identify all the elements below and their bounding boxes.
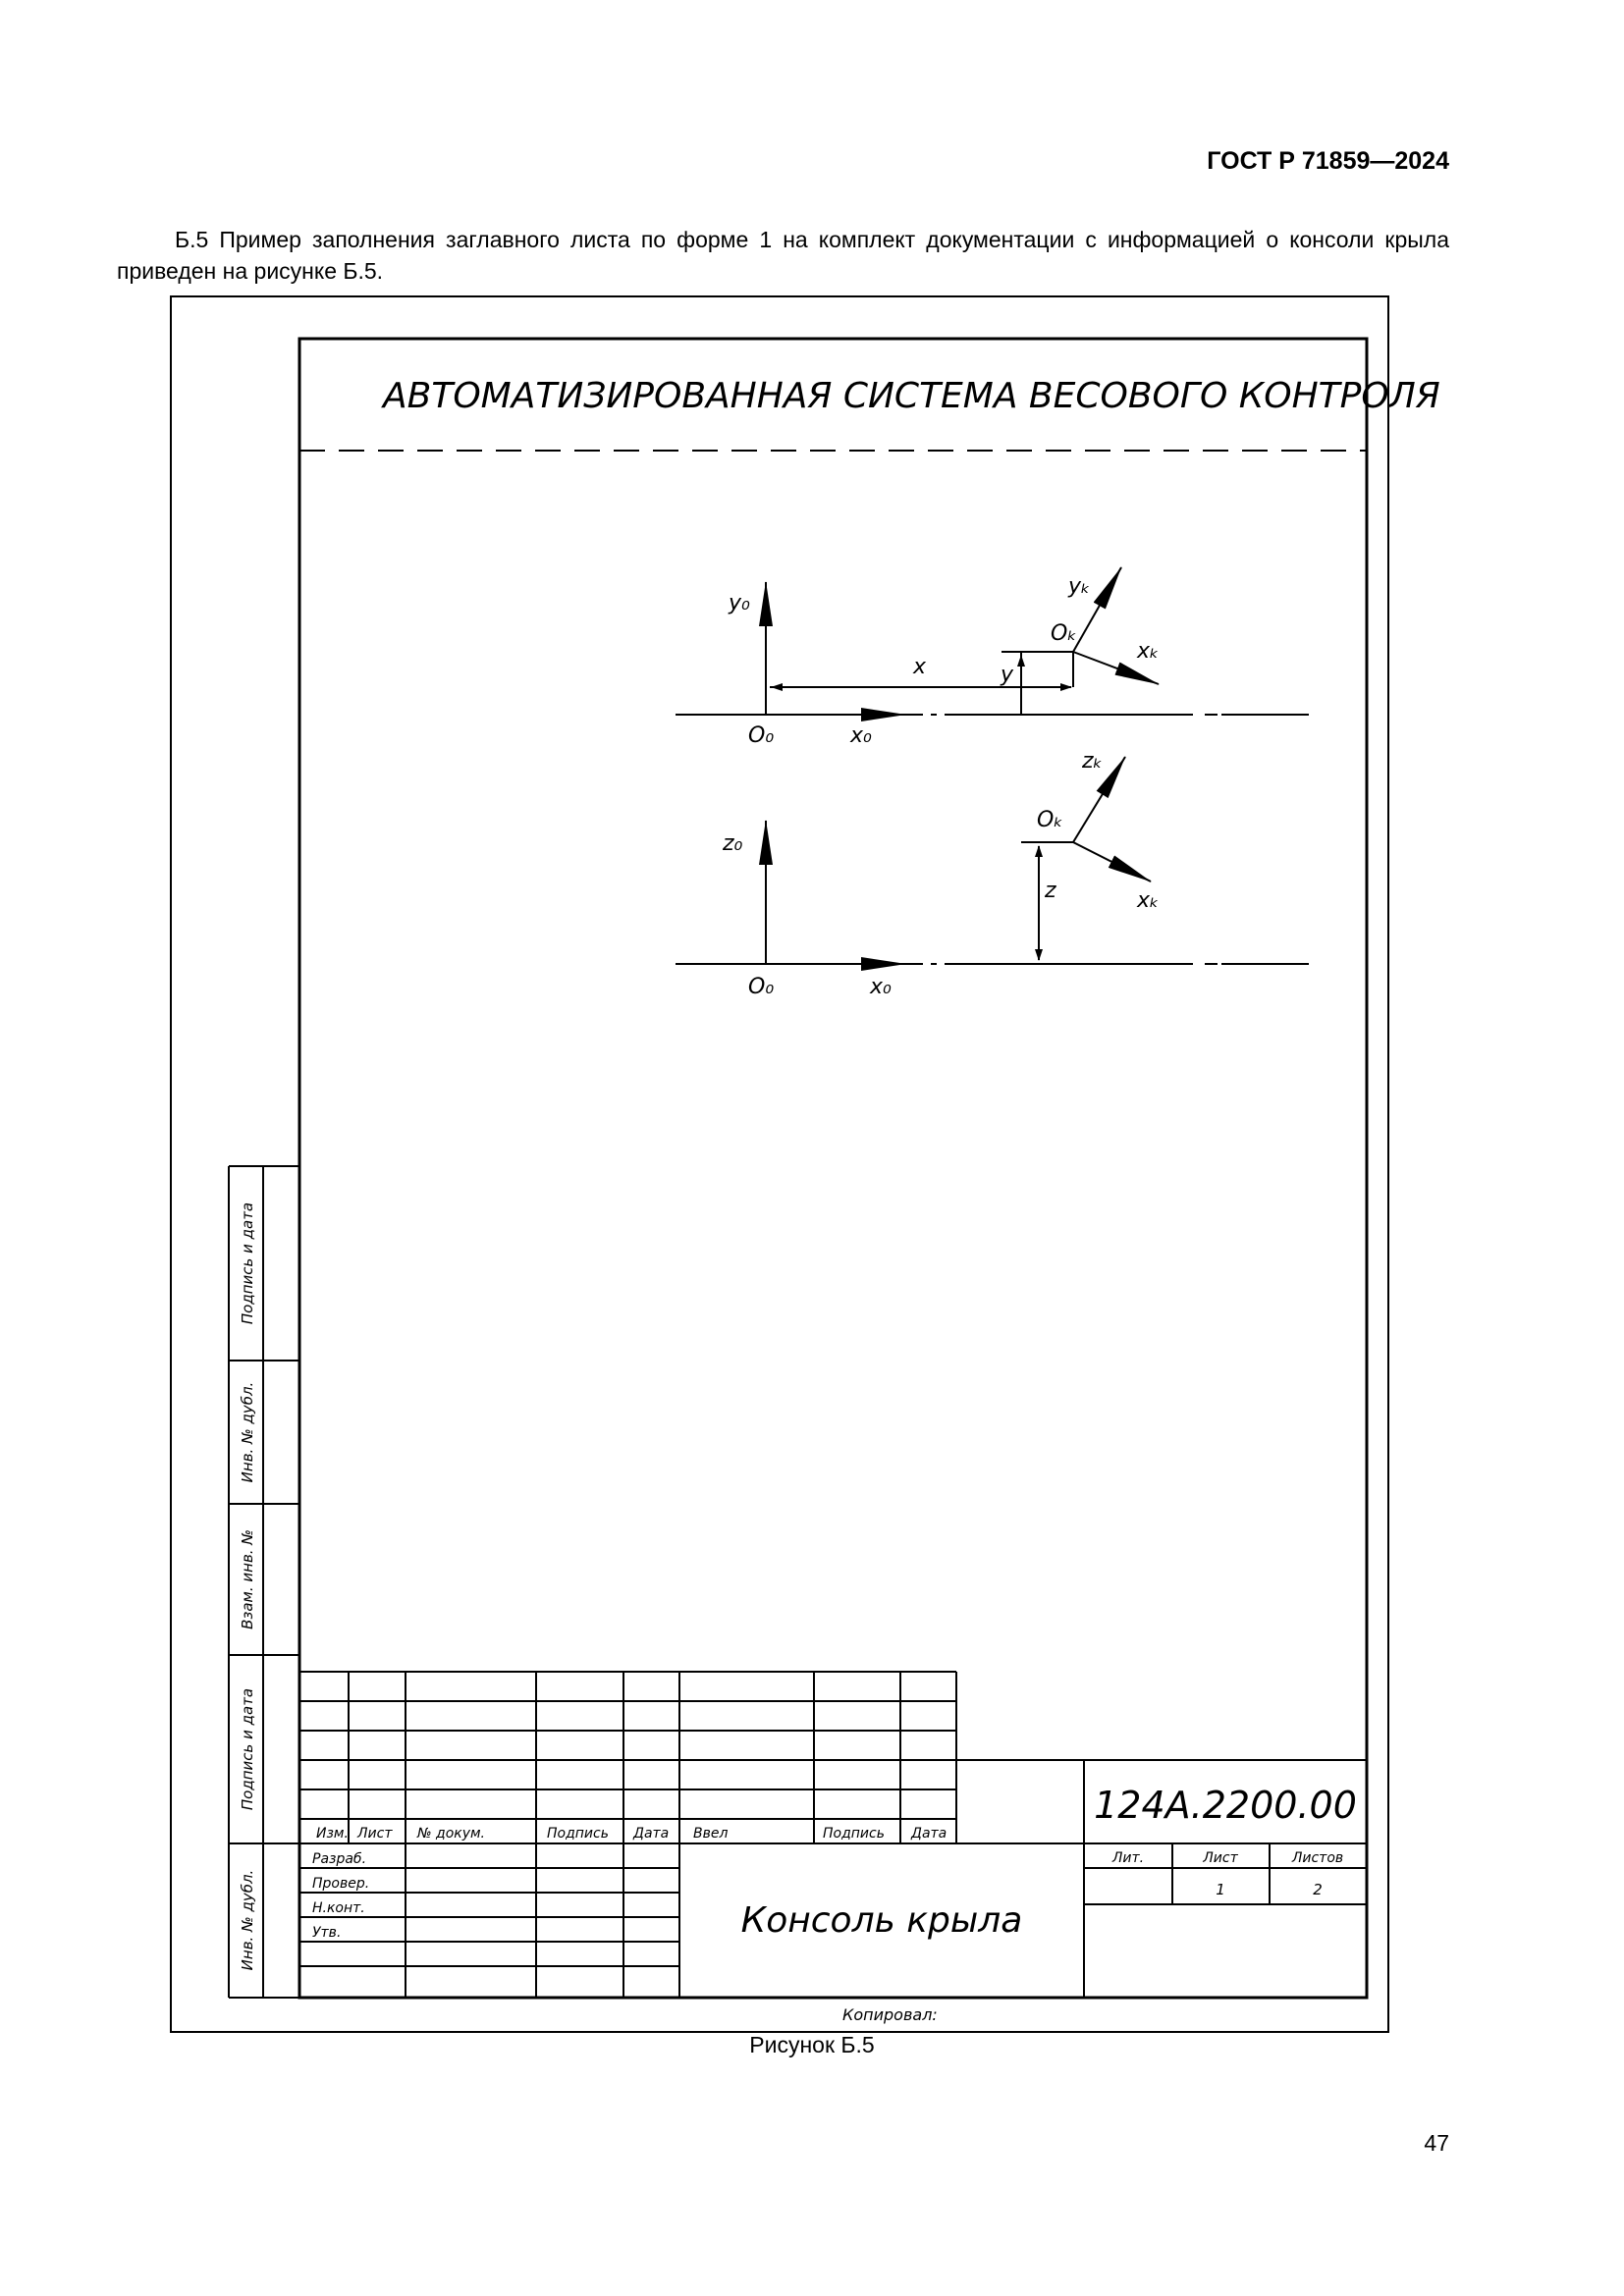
xk-axis-arrow-side [1073,842,1151,881]
label-yk-top: yₖ [1068,574,1091,599]
product-name: Консоль крыла [740,1900,1023,1941]
label-dim-y: y [1001,663,1014,687]
col-data: Дата [633,1826,670,1842]
label-o0-side: O₀ [748,975,775,999]
strip-vzam-inv: Взам. инв. № [239,1529,256,1629]
col-list: Лист [357,1826,393,1842]
page-number: 47 [1424,2130,1449,2156]
label-y0-top: y₀ [729,591,750,615]
label-dim-z: z [1045,879,1056,903]
side-view [676,749,1309,999]
list-label: Лист [1203,1850,1238,1866]
top-view [676,567,1309,748]
strip-podpis-data-top: Подпись и дата [239,1201,256,1325]
col-podpis2: Подпись [823,1826,885,1842]
system-title: АВТОМАТИЗИРОВАННАЯ СИСТЕМА ВЕСОВОГО КОНТРОЛЯ [383,376,1440,416]
row-razrab: Разраб. [312,1851,367,1867]
row-prover: Провер. [312,1876,370,1892]
intro-paragraph: Б.5 Пример заполнения заглавного листа по форме 1 на комплект документации с информацией о консоли крыла приведен на рисунке Б.5. [117,227,1449,284]
label-ok-side: Oₖ [1037,808,1063,832]
kopiroval-label: Копировал: [842,2005,938,2024]
document-code: ГОСТ Р 71859—2024 [1207,147,1449,175]
row-nkont: Н.конт. [312,1900,365,1916]
label-x0-side: x₀ [870,975,892,999]
designation: 124А.2200.00 [1094,1784,1357,1827]
label-x0-top: x₀ [850,723,872,748]
listov-value: 2 [1313,1881,1323,1898]
col-vvel: Ввел [693,1826,729,1842]
figure-caption: Рисунок Б.5 [749,2032,875,2057]
label-ok-top: Oₖ [1051,621,1077,646]
col-izm: Изм. [316,1826,349,1842]
strip-inv-dubl-bottom: Инв. № дубл. [239,1869,256,1971]
inner-frame [299,339,1367,1998]
lit-label: Лит. [1111,1850,1145,1866]
label-dim-x: x [913,655,927,679]
list-value: 1 [1216,1881,1225,1898]
label-xk-side: xₖ [1137,888,1160,913]
outer-frame [171,296,1388,2032]
col-podpis: Подпись [547,1826,609,1842]
label-z0-side: z₀ [723,831,743,856]
strip-podpis-data-bottom: Подпись и дата [239,1687,256,1811]
label-o0-top: O₀ [748,723,775,748]
listov-label: Листов [1291,1850,1344,1866]
label-xk-top: xₖ [1137,639,1160,664]
row-utv: Утв. [312,1925,342,1941]
label-zk-side: zₖ [1082,749,1103,774]
strip-inv-dubl-top: Инв. № дубл. [239,1381,256,1483]
col-dokum: № докум. [417,1826,486,1842]
col-data2: Дата [911,1826,947,1842]
